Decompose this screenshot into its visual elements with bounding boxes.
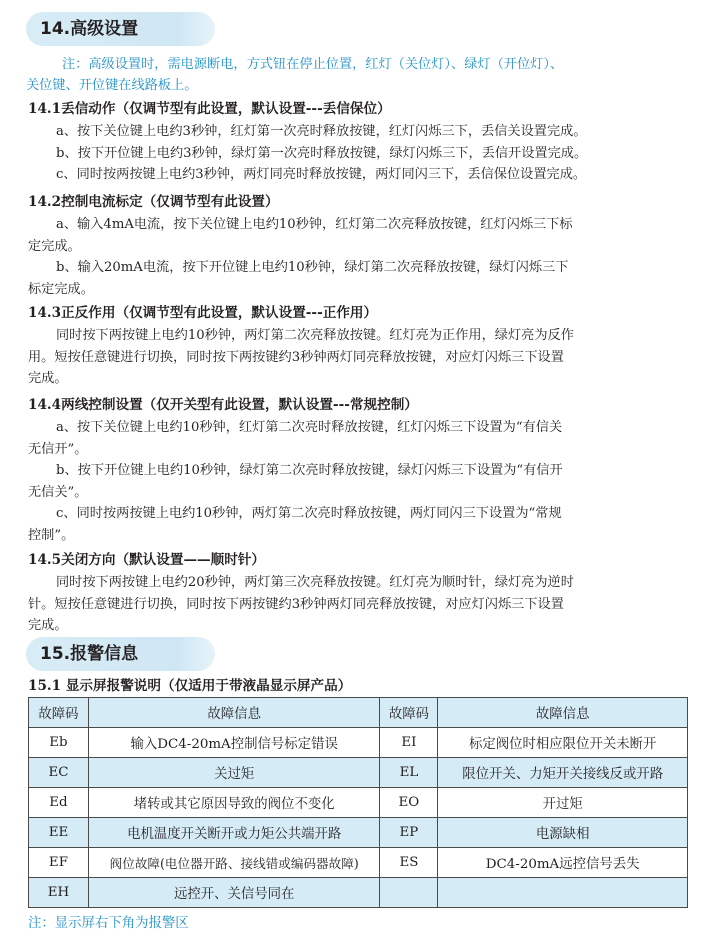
note-line-2: 关位键、开位键在线路板上。 — [26, 78, 198, 93]
table-row — [29, 728, 688, 758]
item-a: a、按下关位键上电约3秒钟，红灯第一次亮时释放按键，红灯闪烁三下，丢信关设置完成。 — [56, 124, 587, 139]
heading-14-3: 14.3正反作用（仅调节型有此设置，默认设置---正作用） — [28, 305, 378, 321]
info-cell: 标定阀位时相应限位开关未断开 — [438, 728, 688, 758]
para-14-4 — [28, 417, 688, 546]
header-info: 故障信息 — [88, 698, 380, 728]
alarm-table — [28, 697, 688, 908]
code-cell: EL — [380, 758, 438, 788]
section-15-title: 15.报警信息 — [26, 637, 215, 671]
line-3: 完成。 — [28, 618, 68, 633]
table-row — [29, 788, 688, 818]
code-cell: EP — [380, 818, 438, 848]
table-row — [29, 758, 688, 788]
item-a-line-2: 无信开”。 — [28, 441, 88, 457]
line-2: 针。短按任意键进行切换，同时按下两按键约3秒钟两灯同亮释放按键，对应灯闪烁三下设置 — [28, 596, 564, 612]
alarm-footnote: 注：显示屏右下角为报警区 — [28, 916, 189, 931]
line-1: 同时按下两按键上电约10秒钟，两灯第二次亮释放按键。红灯亮为正作用，绿灯亮为反作 — [56, 328, 574, 343]
line-2: 用。短按任意键进行切换，同时按下两按键约3秒钟两灯同亮释放按键，对应灯闪烁三下设置 — [28, 349, 564, 365]
item-b-line-1: b、输入20mA电流，按下开位键上电约10秒钟，绿灯第二次亮释放按键，绿灯闪烁三下 — [56, 260, 569, 275]
item-b-line-1: b、按下开位键上电约10秒钟，绿灯第二次亮时释放按键，绿灯闪烁三下设置为“有信开 — [56, 463, 563, 478]
info-cell: 关过矩 — [88, 758, 380, 788]
info-cell: 堵转或其它原因导致的阀位不变化 — [88, 788, 380, 818]
info-cell: 开过矩 — [438, 788, 688, 818]
table-row — [29, 848, 688, 878]
note-line-1: 注：高级设置时，需电源断电，方式钮在停止位置，红灯（关位灯）、绿灯（开位灯）、 — [62, 57, 564, 72]
line-1: 同时按下两按键上电约20秒钟，两灯第三次亮释放按键。红灯亮为顺时针，绿灯亮为逆时 — [56, 575, 574, 590]
info-cell: 限位开关、力矩开关接线反或开路 — [438, 758, 688, 788]
info-cell: DC4-20mA远控信号丢失 — [438, 848, 688, 878]
code-cell: EF — [29, 848, 89, 878]
code-cell — [380, 878, 438, 908]
code-cell: ES — [380, 848, 438, 878]
section-14-note — [26, 54, 696, 96]
info-cell: 远控开、关信号同在 — [88, 878, 380, 908]
para-14-2 — [28, 214, 688, 300]
heading-14-2: 14.2控制电流标定（仅调节型有此设置） — [28, 194, 279, 210]
code-cell: EH — [29, 878, 89, 908]
section-14-title: 14.高级设置 — [26, 12, 215, 46]
line-3: 完成。 — [28, 371, 68, 386]
header-code: 故障码 — [380, 698, 438, 728]
item-b-line-2: 无信关”。 — [28, 484, 88, 500]
heading-14-4: 14.4两线控制设置（仅开关型有此设置，默认设置---常规控制） — [28, 397, 418, 413]
info-cell: 阀位故障(电位器开路、接线错或编码器故障) — [88, 848, 380, 878]
table-row — [29, 878, 688, 908]
heading-14-5: 14.5关闭方向（默认设置——顺时针） — [28, 552, 266, 568]
item-b-line-2: 标定完成。 — [28, 281, 94, 297]
info-cell: 电机温度开关断开或力矩公共端开路 — [88, 818, 380, 848]
code-cell: EI — [380, 728, 438, 758]
item-c: c、同时按两按键上电约3秒钟，两灯同亮时释放按键，两灯同闪三下，丢信保位设置完成。 — [56, 167, 587, 182]
heading-15-1: 15.1 显示屏报警说明（仅适用于带液晶显示屏产品） — [28, 678, 352, 694]
info-cell: 输入DC4-20mA控制信号标定错误 — [88, 728, 380, 758]
item-a-line-1: a、按下关位键上电约10秒钟，红灯第二次亮时释放按键，红灯闪烁三下设置为“有信关 — [56, 420, 563, 435]
header-code: 故障码 — [29, 698, 89, 728]
code-cell: EE — [29, 818, 89, 848]
info-cell — [438, 878, 688, 908]
code-cell: EC — [29, 758, 89, 788]
header-info: 故障信息 — [438, 698, 688, 728]
para-14-5 — [28, 572, 688, 637]
code-cell: Eb — [29, 728, 89, 758]
para-14-3 — [28, 325, 688, 390]
item-b: b、按下开位键上电约3秒钟，绿灯第一次亮时释放按键，绿灯闪烁三下，丢信开设置完成。 — [56, 145, 588, 161]
para-14-1 — [28, 121, 688, 186]
table-row — [29, 818, 688, 848]
item-a-line-2: 定完成。 — [28, 238, 81, 254]
item-c-line-1: c、同时按两按键上电约10秒钟，两灯第二次亮时释放按键，两灯同闪三下设置为“常规 — [56, 506, 562, 521]
info-cell: 电源缺相 — [438, 818, 688, 848]
code-cell: Ed — [29, 788, 89, 818]
code-cell: EO — [380, 788, 438, 818]
item-a-line-1: a、输入4mA电流，按下关位键上电约10秒钟，红灯第二次亮释放按键，红灯闪烁三下标 — [56, 217, 573, 232]
heading-14-1: 14.1丢信动作（仅调节型有此设置，默认设置---丢信保位） — [28, 101, 391, 117]
table-header-row — [29, 698, 688, 728]
item-c-line-2: 控制”。 — [28, 527, 75, 543]
